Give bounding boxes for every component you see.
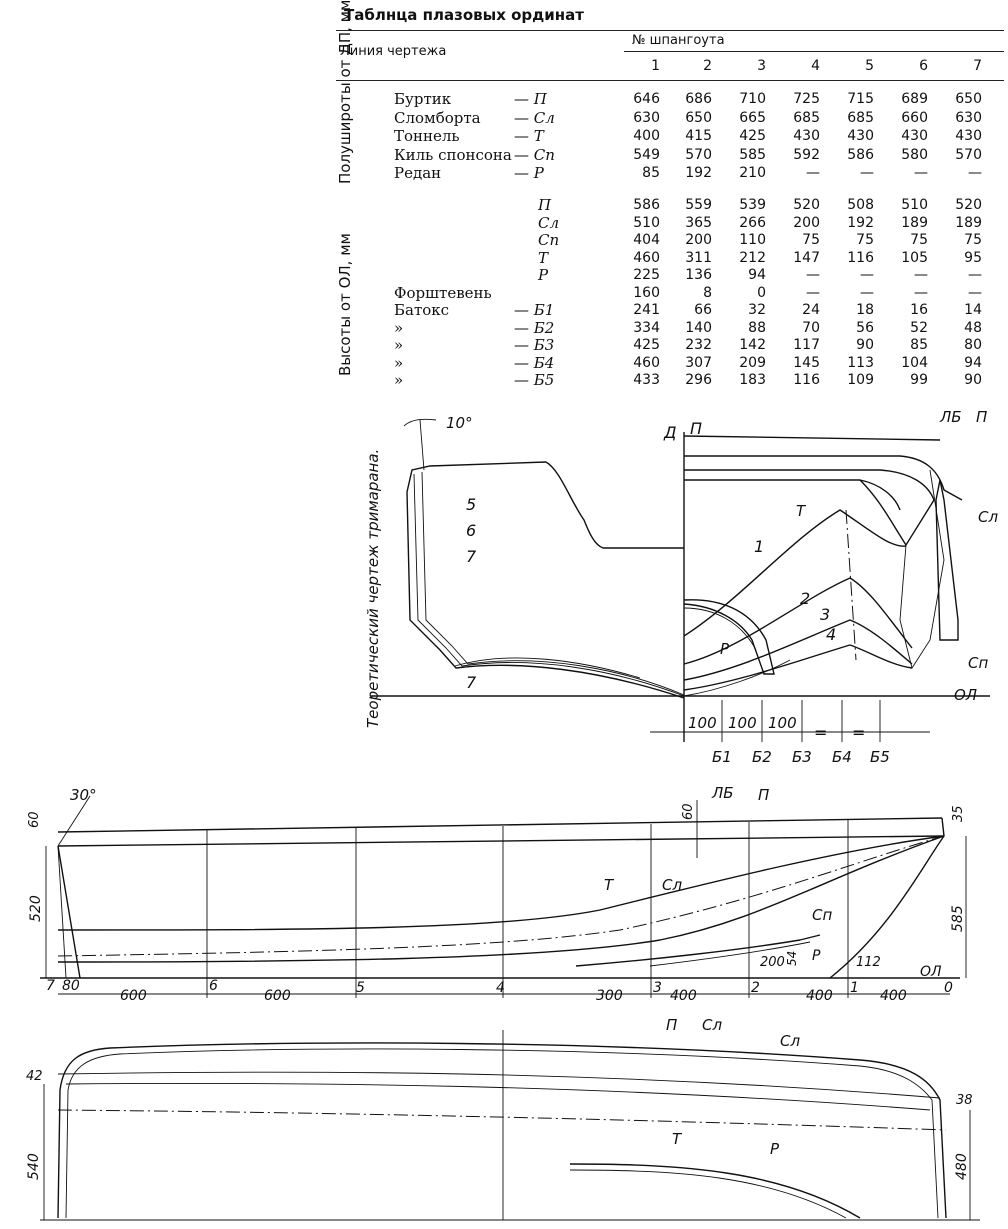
table-cell: 570	[685, 146, 712, 163]
table-cell: 460	[633, 249, 660, 266]
table-cell: 94	[964, 354, 982, 371]
table-cell: 85	[910, 337, 928, 353]
table-cell: 145	[793, 354, 820, 371]
frame-number: 4	[811, 58, 820, 74]
table-cell: 415	[685, 128, 712, 144]
table-cell: 0	[757, 284, 766, 301]
profile-st-1: 1	[850, 980, 859, 996]
profile-dim-200: 200	[760, 955, 785, 970]
row-symbol: П	[538, 196, 552, 214]
table-cell: 710	[739, 91, 766, 107]
table-cell: —	[914, 284, 928, 301]
aft-section-6	[414, 474, 684, 696]
frame-number: 7	[973, 58, 982, 74]
buttock-b3: Б3	[792, 748, 812, 766]
drawing-caption: Теоретический чертеж тримарана.	[364, 448, 382, 728]
table-cell: 212	[739, 249, 766, 266]
table-cell: —	[968, 284, 982, 301]
buttock-space-1: 100	[688, 714, 717, 732]
table-cell: 52	[910, 319, 928, 336]
plan-label-p: П	[666, 1016, 678, 1034]
profile-p: П	[758, 786, 770, 804]
profile-sp-300: 300	[596, 988, 623, 1004]
row-symbol: — Р	[514, 164, 544, 182]
table-cell: 113	[847, 354, 874, 371]
row-name: »	[394, 318, 404, 337]
buttock-space-2: 100	[728, 714, 757, 732]
table-cell: 404	[633, 232, 660, 248]
table-cell: 225	[633, 267, 660, 283]
aft-label-5: 5	[466, 495, 477, 514]
table-cell: 109	[847, 372, 874, 388]
profile-st-3: 3	[653, 980, 662, 996]
table-cell: 192	[847, 214, 874, 231]
table-cell: 549	[633, 146, 660, 163]
row-symbol: — Б4	[514, 353, 555, 372]
table-cell: 160	[633, 284, 660, 301]
table-cell: —	[914, 267, 928, 283]
table-cell: —	[860, 267, 874, 283]
buttock-b1: Б1	[712, 748, 732, 766]
table-cell: 630	[633, 109, 660, 126]
profile-t: Т	[604, 876, 614, 894]
fwd-section-2	[684, 578, 912, 664]
table-cell: 189	[955, 214, 982, 231]
table-cell: 80	[964, 337, 982, 353]
row-name: »	[394, 353, 404, 372]
table-cell: 104	[901, 354, 928, 371]
table-cell: 425	[739, 128, 766, 144]
label-r: Р	[720, 640, 730, 658]
profile-dim-112: 112	[856, 955, 881, 970]
profile-dim-60: 60	[27, 811, 42, 828]
table-cell: 32	[748, 302, 766, 318]
table-cell: 510	[633, 214, 660, 231]
profile-dim-35: 35	[951, 805, 966, 822]
profile-sp-400a: 400	[670, 988, 697, 1004]
table-cell: 425	[633, 337, 660, 353]
table-cell: 66	[694, 302, 712, 318]
table-cell: 75	[802, 232, 820, 248]
row-symbol: — Б2	[514, 318, 555, 337]
table-cell: 307	[685, 354, 712, 371]
row-name: Буртик	[394, 90, 452, 108]
profile-dim-54: 54	[785, 950, 799, 966]
buttock-b4: Б4	[832, 748, 852, 766]
table-cell: 685	[847, 109, 874, 126]
table-cell: 266	[739, 214, 766, 231]
table-cell: 660	[901, 109, 928, 126]
profile-dim-80: 80	[62, 978, 80, 994]
row-symbol: — Б3	[514, 336, 555, 354]
table-cell: 686	[685, 91, 712, 107]
table-cell: 48	[964, 319, 982, 336]
table-cell: 70	[802, 319, 820, 336]
aft-section-7	[422, 472, 684, 695]
fwd-sheer-1	[684, 456, 962, 500]
table-cell: 200	[793, 214, 820, 231]
table-cell: 16	[910, 302, 928, 318]
profile-sheer-lower	[58, 836, 944, 846]
table-cell: —	[914, 165, 928, 181]
col-header: Линия чертежа	[340, 44, 447, 59]
profile-sl: Сл	[662, 876, 683, 894]
table-cell: 433	[633, 372, 660, 388]
table-cell: 147	[793, 249, 820, 266]
table-cell: 200	[685, 232, 712, 248]
row-symbol: Сл	[538, 213, 560, 232]
table-cell: 209	[739, 354, 766, 371]
table-cell: 400	[633, 128, 660, 144]
table-cell: 592	[793, 146, 820, 163]
plan-label-sl2: Сл	[780, 1032, 801, 1050]
table-cell: —	[806, 267, 820, 283]
row-name: Киль спонсона	[394, 145, 512, 164]
section-heights: Высоты от ОЛ, мм	[336, 233, 354, 376]
label-p-top: П	[690, 419, 703, 438]
plan-chine	[66, 1083, 930, 1110]
row-symbol: — П	[514, 90, 547, 108]
plan-dim-540: 540	[26, 1153, 42, 1180]
plan-dim-42: 42	[26, 1069, 43, 1084]
profile-sp-600a: 600	[120, 988, 147, 1004]
profile-sheer-top	[58, 818, 942, 832]
buttock-space-3: 100	[768, 714, 797, 732]
frame-number: 1	[651, 58, 660, 74]
frame-number: 6	[919, 58, 928, 74]
profile-bottom-line	[80, 977, 830, 979]
table-cell: 650	[685, 109, 712, 126]
table-cell: 520	[793, 197, 820, 213]
table-cell: 88	[748, 319, 766, 336]
profile-st-5: 5	[356, 980, 365, 996]
fwd-section-1	[684, 510, 906, 636]
table-cell: 116	[847, 249, 874, 266]
table-cell: —	[860, 284, 874, 301]
row-symbol: Р	[538, 266, 549, 284]
frame-number: 2	[703, 58, 712, 74]
buttock-eq-1: =	[814, 723, 828, 742]
table-cell: 110	[739, 232, 766, 248]
table-cell: 580	[901, 146, 928, 163]
row-symbol: — Б5	[514, 371, 555, 389]
table-cell: 105	[901, 249, 928, 266]
table-cell: 539	[739, 197, 766, 213]
table-cell: —	[968, 165, 982, 181]
plan-redan-2	[570, 1170, 846, 1218]
table-cell: 430	[847, 128, 874, 144]
row-name: »	[394, 371, 404, 389]
table-cell: 56	[856, 319, 874, 336]
table-cell: 24	[802, 302, 820, 318]
table-cell: 689	[901, 91, 928, 107]
table-cell: 140	[685, 319, 712, 336]
plan-label-sl1: Сл	[702, 1016, 723, 1034]
profile-sp-400c: 400	[880, 988, 907, 1004]
frames-header: № шпангоута	[632, 33, 725, 48]
table-cell: 430	[901, 128, 928, 144]
table-cell: 142	[739, 337, 766, 353]
table-cell: 586	[847, 146, 874, 163]
profile-angle: 30°	[70, 786, 97, 804]
sponson-outer	[936, 480, 958, 640]
label-sl: Сл	[978, 508, 999, 526]
table-cell: —	[806, 165, 820, 181]
table-cell: 94	[748, 267, 766, 283]
label-d: Д	[664, 423, 677, 442]
table-cell: 311	[685, 249, 712, 266]
angle-ray	[420, 420, 424, 470]
row-symbol: Т	[538, 248, 549, 267]
buttock-b5: Б5	[870, 748, 890, 766]
aft-hull-outer	[407, 462, 684, 698]
table-cell: 90	[964, 372, 982, 388]
table-cell: 334	[633, 319, 660, 336]
profile-st-0: 0	[944, 980, 953, 996]
table-cell: 75	[856, 232, 874, 248]
table-cell: 665	[739, 109, 766, 126]
table-cell: 136	[685, 267, 712, 283]
table-cell: 430	[793, 128, 820, 144]
buttock-eq-2: =	[852, 723, 866, 742]
plan-dim-38: 38	[956, 1093, 973, 1108]
table-cell: 192	[685, 165, 712, 181]
plan-redan	[570, 1164, 860, 1218]
table-cell: 365	[685, 214, 712, 231]
profile-dim-585: 585	[950, 905, 966, 932]
table-cell: 241	[633, 302, 660, 318]
row-name: Тоннель	[394, 127, 460, 145]
profile-transom	[58, 846, 80, 978]
fwd-sheer-2	[684, 470, 934, 500]
aft-bottom-7: 7	[466, 673, 477, 692]
fwd-sheer-3	[684, 480, 900, 510]
table-cell: 75	[964, 232, 982, 248]
row-name: Редан	[394, 164, 442, 182]
table-cell: 14	[964, 302, 982, 318]
table-cell: 18	[856, 302, 874, 318]
fwd-section-3	[684, 620, 912, 680]
profile-st-4: 4	[496, 980, 505, 996]
plan-tunnel	[58, 1110, 946, 1130]
table-cell: 430	[955, 128, 982, 144]
row-name: Форштевень	[394, 283, 492, 302]
table-cell: 95	[964, 249, 982, 266]
profile-r: Р	[812, 948, 821, 964]
profile-sponson	[58, 836, 944, 962]
profile-sp-400b: 400	[806, 988, 833, 1004]
table-cell: 85	[642, 165, 660, 181]
table-cell: —	[806, 284, 820, 301]
table-cell: 116	[793, 372, 820, 388]
tunnel-axis	[846, 510, 856, 660]
plan-label-r: Р	[770, 1140, 780, 1158]
profile-st-2: 2	[751, 980, 760, 996]
profile-st-7: 7	[46, 978, 55, 994]
profile-ol: ОЛ	[920, 964, 942, 980]
row-symbol: — Сп	[514, 145, 555, 164]
profile-st-6: 6	[209, 978, 218, 994]
row-name: Сломборта	[394, 108, 481, 127]
table-cell: 520	[955, 197, 982, 213]
plan-sheer	[58, 1072, 940, 1098]
aft-section-5	[546, 462, 684, 548]
table-title: Таблнца плазовых ординат	[344, 6, 584, 24]
frame-number: 5	[865, 58, 874, 74]
table-cell: 725	[793, 91, 820, 107]
table-cell: 508	[847, 197, 874, 213]
table-cell: 99	[910, 372, 928, 388]
row-symbol: — Б1	[514, 301, 555, 319]
bp-top-line	[684, 436, 940, 440]
table-cell: 715	[847, 91, 874, 107]
label-sp: Сп	[968, 654, 989, 672]
profile-dim-60-mid: 60	[681, 803, 696, 820]
table-cell: 210	[739, 165, 766, 181]
table-cell: 296	[685, 372, 712, 388]
table-cell: 75	[910, 232, 928, 248]
table-cell: 510	[901, 197, 928, 213]
buttock-b2: Б2	[752, 748, 772, 766]
aft-label-7: 7	[466, 547, 477, 566]
table-cell: 117	[793, 337, 820, 353]
row-name: »	[394, 336, 404, 354]
table-cell: 8	[703, 284, 712, 301]
fwd-label-3: 3	[820, 605, 831, 624]
fwd-label-1: 1	[754, 537, 765, 556]
table-cell: 685	[793, 109, 820, 126]
table-cell: —	[968, 267, 982, 283]
table-cell: 189	[901, 214, 928, 231]
table-cell: 559	[685, 197, 712, 213]
table-cell: 650	[955, 91, 982, 107]
label-ol: ОЛ	[954, 686, 978, 704]
profile-tunnel	[58, 836, 944, 956]
table-cell: 586	[633, 197, 660, 213]
table-cell: 183	[739, 372, 766, 388]
profile-sp-600b: 600	[264, 988, 291, 1004]
bp-angle-label: 10°	[446, 414, 473, 432]
fwd-label-2: 2	[800, 589, 811, 608]
table-cell: 630	[955, 109, 982, 126]
label-p-right: П	[976, 408, 988, 426]
aft-label-6: 6	[466, 521, 477, 540]
table-cell: 570	[955, 146, 982, 163]
profile-dim-520: 520	[28, 895, 44, 922]
row-symbol: — Сл	[514, 108, 555, 127]
table-cell: 460	[633, 354, 660, 371]
frame-number: 3	[757, 58, 766, 74]
plan-label-t: Т	[672, 1130, 682, 1148]
profile-lb: ЛБ	[712, 784, 734, 802]
plan-dim-480: 480	[954, 1153, 970, 1180]
profile-sp: Сп	[812, 906, 833, 924]
table-cell: 232	[685, 337, 712, 353]
label-t: Т	[796, 502, 806, 520]
row-symbol: Сп	[538, 231, 560, 249]
table-cell: —	[860, 165, 874, 181]
row-symbol: — Т	[514, 127, 544, 145]
label-lb: ЛБ	[940, 408, 962, 426]
fwd-bilge	[860, 480, 934, 545]
section-halfwidths: Полуширoты от ДП, мм	[336, 0, 354, 184]
row-name: Батокс	[394, 301, 450, 319]
table-cell: 646	[633, 91, 660, 107]
table-cell: 585	[739, 146, 766, 163]
table-cell: 90	[856, 337, 874, 353]
redan-curves	[684, 600, 774, 674]
plan-outline-top	[58, 1043, 946, 1218]
fwd-label-4: 4	[826, 625, 837, 644]
